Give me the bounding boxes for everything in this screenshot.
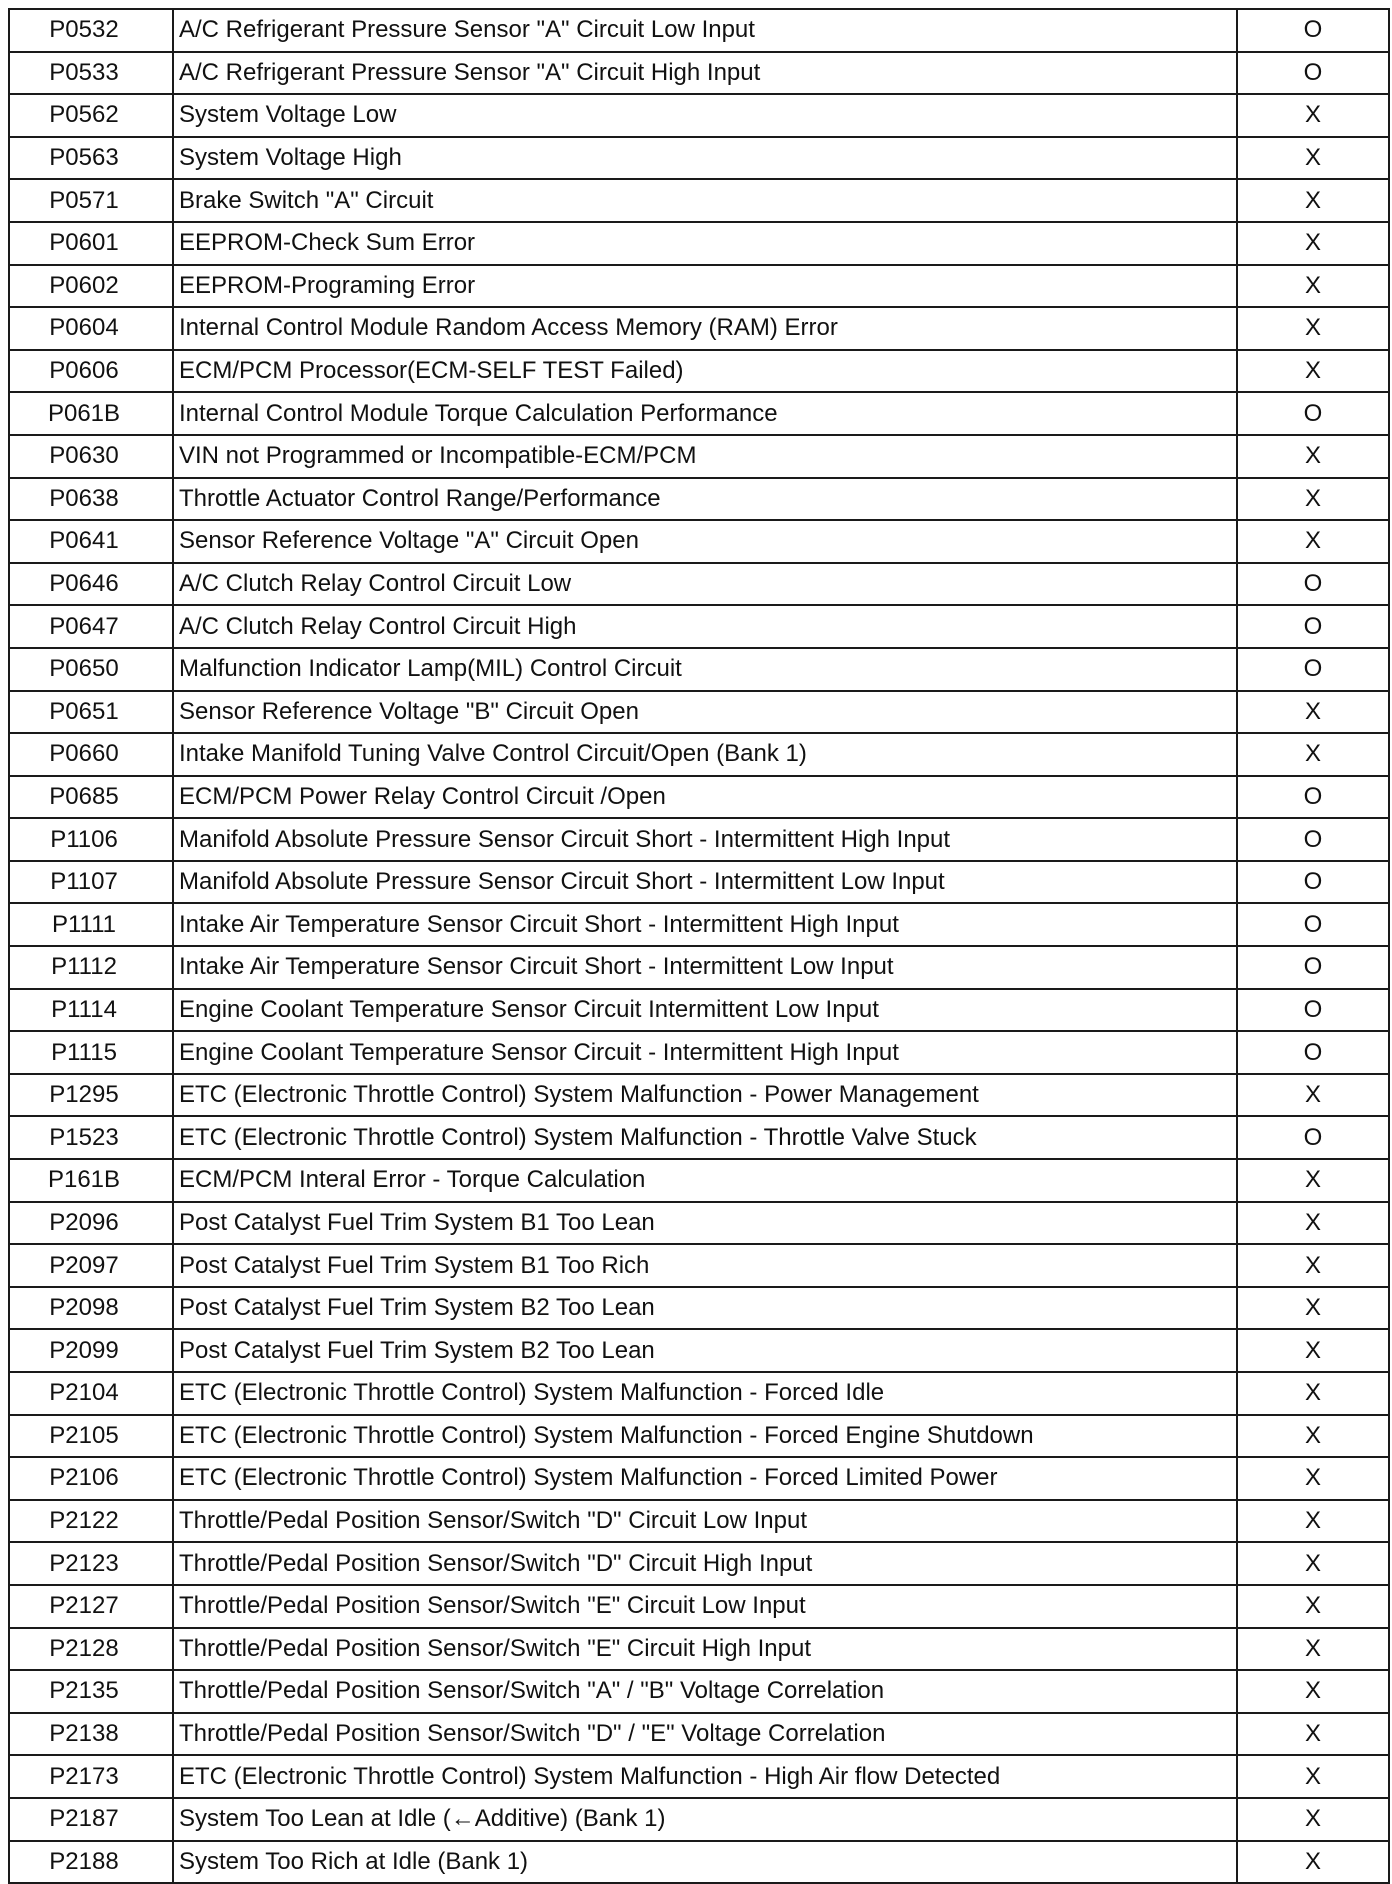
dtc-description-cell: ECM/PCM Power Relay Control Circuit /Open [173,776,1237,819]
dtc-mark-cell: X [1237,1457,1389,1500]
dtc-mark-cell: X [1237,94,1389,137]
table-row [9,1713,1389,1756]
dtc-code-cell: P1114 [9,989,173,1032]
dtc-mark-cell: X [1237,265,1389,308]
table-row [9,903,1389,946]
dtc-code-cell: P2123 [9,1542,173,1585]
dtc-description-cell: ECM/PCM Processor(ECM-SELF TEST Failed) [173,350,1237,393]
dtc-mark-cell: X [1237,1244,1389,1287]
dtc-mark-cell: X [1237,1542,1389,1585]
dtc-description-cell: Intake Air Temperature Sensor Circuit Short - Intermittent High Input [173,903,1237,946]
dtc-mark-cell: X [1237,137,1389,180]
dtc-mark-cell: X [1237,222,1389,265]
dtc-description-cell: ETC (Electronic Throttle Control) System Malfunction - Forced Limited Power [173,1457,1237,1500]
dtc-description-cell: A/C Clutch Relay Control Circuit Low [173,563,1237,606]
dtc-code-cell: P0660 [9,733,173,776]
dtc-description-cell: Intake Manifold Tuning Valve Control Circuit/Open (Bank 1) [173,733,1237,776]
dtc-code-cell: P1112 [9,946,173,989]
dtc-mark-cell: O [1237,861,1389,904]
table-row [9,265,1389,308]
dtc-description-cell: System Too Lean at Idle (←Additive) (Bank 1) [173,1798,1237,1841]
dtc-mark-cell: X [1237,1372,1389,1415]
table-row [9,9,1389,52]
dtc-description-cell: Manifold Absolute Pressure Sensor Circuit Short - Intermittent High Input [173,818,1237,861]
dtc-description-cell: Throttle/Pedal Position Sensor/Switch "D" Circuit Low Input [173,1500,1237,1543]
dtc-mark-cell: X [1237,691,1389,734]
table-row [9,605,1389,648]
table-row [9,1670,1389,1713]
dtc-code-cell: P0650 [9,648,173,691]
dtc-mark-cell: X [1237,435,1389,478]
dtc-mark-cell: X [1237,1287,1389,1330]
dtc-code-cell: P2105 [9,1415,173,1458]
dtc-code-cell: P0533 [9,52,173,95]
table-row [9,1415,1389,1458]
dtc-mark-cell: X [1237,1713,1389,1756]
table-row [9,307,1389,350]
dtc-code-cell: P2138 [9,1713,173,1756]
dtc-mark-cell: X [1237,1500,1389,1543]
dtc-description-cell: Post Catalyst Fuel Trim System B1 Too Rich [173,1244,1237,1287]
table-row [9,1500,1389,1543]
dtc-description-cell: ETC (Electronic Throttle Control) System Malfunction - Power Management [173,1074,1237,1117]
table-row [9,1798,1389,1841]
dtc-code-cell: P2106 [9,1457,173,1500]
table-row [9,435,1389,478]
table-row [9,1074,1389,1117]
dtc-description-cell: Throttle/Pedal Position Sensor/Switch "A" / "B" Voltage Correlation [173,1670,1237,1713]
dtc-code-cell: P1295 [9,1074,173,1117]
table-row [9,1244,1389,1287]
dtc-code-cell: P0651 [9,691,173,734]
dtc-description-cell: Throttle/Pedal Position Sensor/Switch "D" Circuit High Input [173,1542,1237,1585]
dtc-description-cell: VIN not Programmed or Incompatible-ECM/PCM [173,435,1237,478]
dtc-code-cell: P2098 [9,1287,173,1330]
dtc-description-cell: A/C Clutch Relay Control Circuit High [173,605,1237,648]
dtc-description-cell: Throttle/Pedal Position Sensor/Switch "E" Circuit Low Input [173,1585,1237,1628]
dtc-mark-cell: X [1237,350,1389,393]
dtc-mark-cell: O [1237,563,1389,606]
dtc-description-cell: Sensor Reference Voltage "A" Circuit Open [173,520,1237,563]
dtc-mark-cell: X [1237,1202,1389,1245]
table-row [9,818,1389,861]
dtc-description-cell: Post Catalyst Fuel Trim System B2 Too Lean [173,1329,1237,1372]
table-row [9,1542,1389,1585]
table-row [9,478,1389,521]
dtc-description-cell: Throttle Actuator Control Range/Performance [173,478,1237,521]
dtc-code-cell: P0638 [9,478,173,521]
table-row [9,691,1389,734]
dtc-code-cell: P061B [9,392,173,435]
dtc-mark-cell: X [1237,1841,1389,1884]
dtc-mark-cell: X [1237,1628,1389,1671]
dtc-code-cell: P2135 [9,1670,173,1713]
dtc-mark-cell: X [1237,1798,1389,1841]
dtc-code-cell: P0562 [9,94,173,137]
dtc-description-cell: System Too Rich at Idle (Bank 1) [173,1841,1237,1884]
dtc-mark-cell: X [1237,733,1389,776]
dtc-code-cell: P0641 [9,520,173,563]
table-row [9,52,1389,95]
dtc-code-cell: P0604 [9,307,173,350]
dtc-description-cell: Intake Air Temperature Sensor Circuit Short - Intermittent Low Input [173,946,1237,989]
dtc-description-cell: Throttle/Pedal Position Sensor/Switch "E" Circuit High Input [173,1628,1237,1671]
table-row [9,648,1389,691]
dtc-description-cell: Throttle/Pedal Position Sensor/Switch "D" / "E" Voltage Correlation [173,1713,1237,1756]
dtc-mark-cell: O [1237,1031,1389,1074]
dtc-description-cell: Engine Coolant Temperature Sensor Circuit - Intermittent High Input [173,1031,1237,1074]
dtc-mark-cell: X [1237,1415,1389,1458]
table-row [9,179,1389,222]
table-row [9,563,1389,606]
table-row [9,1457,1389,1500]
dtc-mark-cell: X [1237,307,1389,350]
dtc-description-cell: System Voltage Low [173,94,1237,137]
dtc-mark-cell: X [1237,1755,1389,1798]
dtc-code-cell: P2127 [9,1585,173,1628]
dtc-description-cell: Internal Control Module Random Access Memory (RAM) Error [173,307,1237,350]
dtc-description-cell: ETC (Electronic Throttle Control) System Malfunction - High Air flow Detected [173,1755,1237,1798]
dtc-mark-cell: X [1237,179,1389,222]
dtc-mark-cell: O [1237,903,1389,946]
dtc-description-cell: A/C Refrigerant Pressure Sensor "A" Circuit High Input [173,52,1237,95]
dtc-mark-cell: O [1237,989,1389,1032]
table-row [9,1287,1389,1330]
dtc-table-body [9,9,1389,1883]
dtc-description-cell: EEPROM-Check Sum Error [173,222,1237,265]
dtc-mark-cell: O [1237,605,1389,648]
dtc-description-cell: Internal Control Module Torque Calculation Performance [173,392,1237,435]
dtc-mark-cell: X [1237,1670,1389,1713]
table-row [9,1329,1389,1372]
dtc-mark-cell: O [1237,648,1389,691]
table-row [9,1755,1389,1798]
table-row [9,1628,1389,1671]
dtc-description-cell: Post Catalyst Fuel Trim System B2 Too Lean [173,1287,1237,1330]
table-row [9,1585,1389,1628]
dtc-code-cell: P2128 [9,1628,173,1671]
dtc-code-cell: P2099 [9,1329,173,1372]
dtc-description-cell: Malfunction Indicator Lamp(MIL) Control Circuit [173,648,1237,691]
dtc-description-cell: ETC (Electronic Throttle Control) System Malfunction - Throttle Valve Stuck [173,1116,1237,1159]
table-row [9,520,1389,563]
dtc-code-cell: P161B [9,1159,173,1202]
dtc-code-cell: P0606 [9,350,173,393]
table-row [9,94,1389,137]
dtc-code-cell: P0532 [9,9,173,52]
dtc-mark-cell: O [1237,392,1389,435]
dtc-code-cell: P2122 [9,1500,173,1543]
table-row [9,1202,1389,1245]
table-row [9,1372,1389,1415]
dtc-description-cell: ECM/PCM Interal Error - Torque Calculation [173,1159,1237,1202]
dtc-code-cell: P1115 [9,1031,173,1074]
dtc-description-cell: ETC (Electronic Throttle Control) System Malfunction - Forced Idle [173,1372,1237,1415]
dtc-description-cell: Sensor Reference Voltage "B" Circuit Open [173,691,1237,734]
dtc-mark-cell: O [1237,776,1389,819]
table-row [9,1116,1389,1159]
table-row [9,776,1389,819]
table-row [9,1031,1389,1074]
dtc-mark-cell: O [1237,818,1389,861]
dtc-description-cell: Manifold Absolute Pressure Sensor Circuit Short - Intermittent Low Input [173,861,1237,904]
table-row [9,350,1389,393]
dtc-mark-cell: O [1237,52,1389,95]
dtc-description-cell: Post Catalyst Fuel Trim System B1 Too Lean [173,1202,1237,1245]
dtc-description-cell: ETC (Electronic Throttle Control) System Malfunction - Forced Engine Shutdown [173,1415,1237,1458]
dtc-code-cell: P0563 [9,137,173,180]
dtc-code-cell: P2187 [9,1798,173,1841]
dtc-code-cell: P2096 [9,1202,173,1245]
dtc-description-cell: EEPROM-Programing Error [173,265,1237,308]
dtc-code-cell: P0571 [9,179,173,222]
dtc-mark-cell: X [1237,1585,1389,1628]
dtc-code-cell: P0601 [9,222,173,265]
table-row [9,1159,1389,1202]
dtc-code-cell: P0630 [9,435,173,478]
dtc-code-cell: P2104 [9,1372,173,1415]
dtc-mark-cell: O [1237,9,1389,52]
dtc-description-cell: A/C Refrigerant Pressure Sensor "A" Circuit Low Input [173,9,1237,52]
dtc-mark-cell: X [1237,1329,1389,1372]
dtc-code-cell: P2173 [9,1755,173,1798]
dtc-mark-cell: O [1237,1116,1389,1159]
table-row [9,861,1389,904]
dtc-code-cell: P0646 [9,563,173,606]
table-row [9,137,1389,180]
dtc-mark-cell: X [1237,478,1389,521]
dtc-table [8,8,1390,1884]
table-row [9,946,1389,989]
dtc-code-cell: P0602 [9,265,173,308]
dtc-code-cell: P1111 [9,903,173,946]
dtc-code-cell: P0685 [9,776,173,819]
dtc-code-cell: P0647 [9,605,173,648]
dtc-description-cell: System Voltage High [173,137,1237,180]
dtc-code-cell: P2097 [9,1244,173,1287]
table-row [9,733,1389,776]
table-row [9,392,1389,435]
dtc-code-cell: P2188 [9,1841,173,1884]
table-row [9,989,1389,1032]
dtc-mark-cell: X [1237,1159,1389,1202]
table-row [9,1841,1389,1884]
dtc-mark-cell: X [1237,520,1389,563]
table-row [9,222,1389,265]
dtc-code-cell: P1107 [9,861,173,904]
dtc-code-cell: P1106 [9,818,173,861]
dtc-description-cell: Engine Coolant Temperature Sensor Circuit Intermittent Low Input [173,989,1237,1032]
dtc-mark-cell: O [1237,946,1389,989]
dtc-mark-cell: X [1237,1074,1389,1117]
dtc-code-cell: P1523 [9,1116,173,1159]
dtc-description-cell: Brake Switch "A" Circuit [173,179,1237,222]
